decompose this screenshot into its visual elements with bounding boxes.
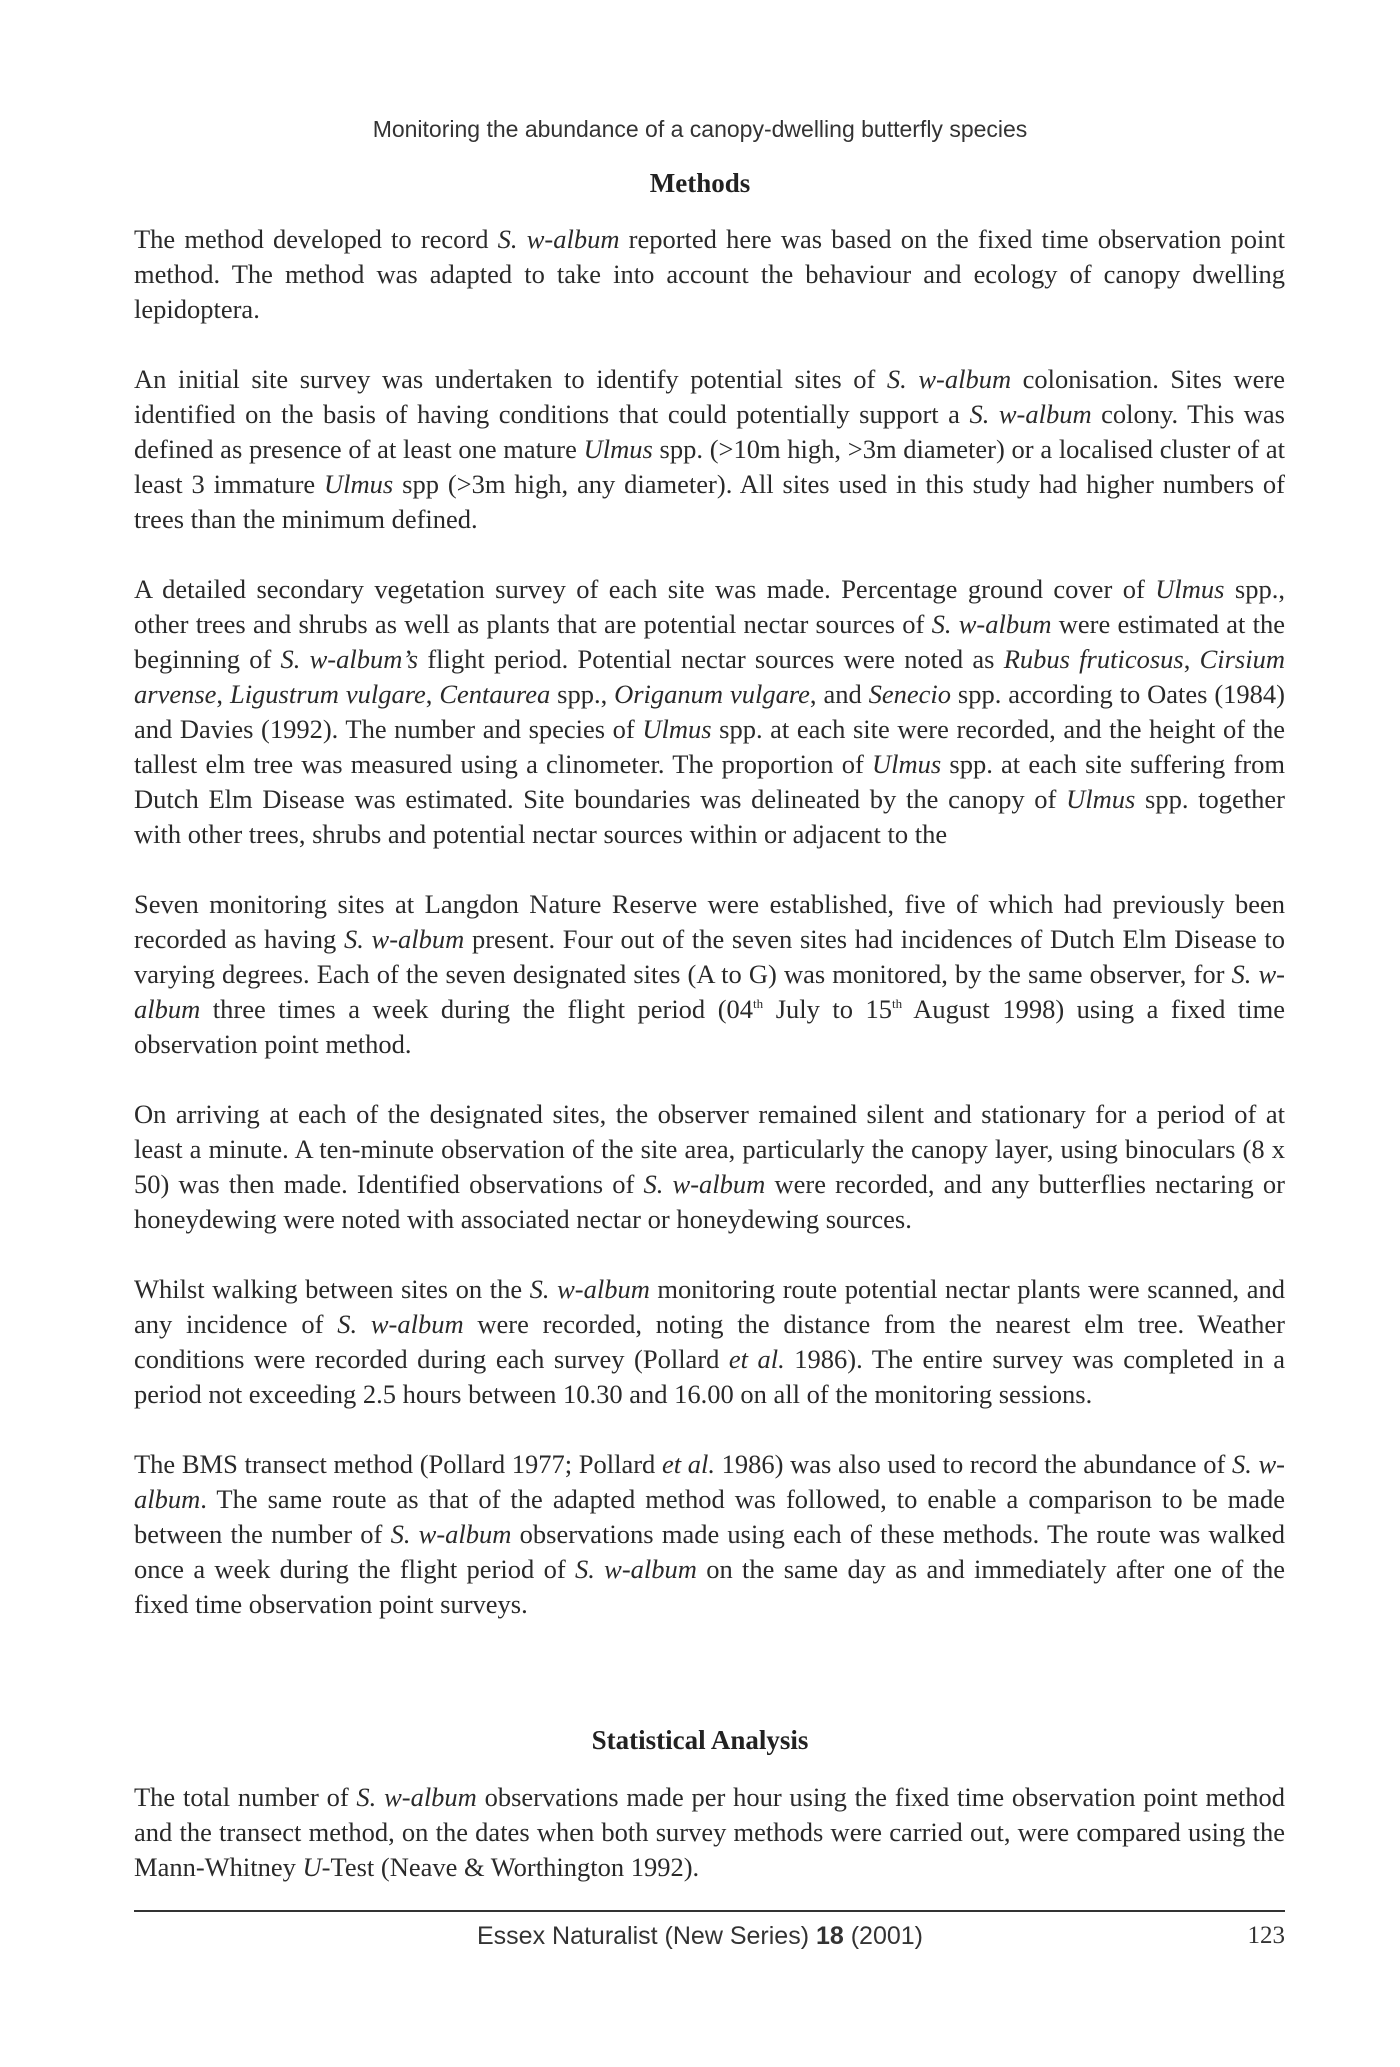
methods-heading: Methods	[649, 168, 751, 198]
journal-footer: Essex Naturalist (New Series) 18 (2001)	[476, 1922, 923, 1950]
statistical-analysis-heading: Statistical Analysis	[591, 1725, 809, 1755]
methods-body	[134, 222, 1285, 1622]
methods-paragraph-2: An initial site survey was undertaken to identify potential sites of S. w-album colonisation. Sites were identified on the basis of having conditions that could potentially support a S. w-album colony. This was defined as presence of at least one mature Ulmus spp. (>10m high, >3m diameter) or a localised cluster of at least 3 immature Ulmus spp (>3m high, any diameter). All sites used in this study had higher numbers of trees than the minimum defined.	[134, 364, 1286, 534]
volume-number: 18	[815, 1922, 844, 1950]
methods-paragraph-5: On arriving at each of the designated sites, the observer remained silent and stationary for a period of at least a minute. A ten-minute observation of the site area, particularly the canopy layer, using binoculars (8 x 50) was then made. Identified observations of S. w-album were recorded, and any butterflies nectaring or honeydewing were noted with associated nectar or honeydewing sources.	[134, 1099, 1285, 1234]
methods-paragraph-1: The method developed to record S. w-album reported here was based on the fixed time observation point method. The method was adapted to take into account the behaviour and ecology of canopy dwelling lepidoptera.	[134, 224, 1286, 324]
methods-paragraph-6: Whilst walking between sites on the S. w-album monitoring route potential nectar plants were scanned, and any incidence of S. w-album were recorded, noting the distance from the nearest elm tree. Weather conditions were recorded during each survey (Pollard et al. 1986). The entire survey was completed in a period not exceeding 2.5 hours between 10.30 and 16.00 on all of the monitoring sessions.	[134, 1274, 1285, 1409]
footer-rule	[134, 1910, 1285, 1912]
methods-paragraph-7: The BMS transect method (Pollard 1977; Pollard et al. 1986) was also used to record the abundance of S. w-album. The same route as that of the adapted method was followed, to enable a comparison to be made between the number of S. w-album observations made using each of these methods. The route was walked once a week during the flight period of S. w-album on the same day as and immediately after one of the fixed time observation point surveys.	[134, 1449, 1286, 1619]
methods-paragraph-3: A detailed secondary vegetation survey of each site was made. Percentage ground cover of Ulmus spp., other trees and shrubs as well as plants that are potential nectar sources of S. w-album were estimated at the beginning of S. w-album’s flight period. Potential nectar sources were noted as Rubus fruticosus, Cirsium arvense, Ligustrum vulgare, Centaurea spp., Origanum vulgare, and Senecio spp. according to Oates (1984) and Davies (1992). The number and species of Ulmus spp. at each site were recorded, and the height of the tallest elm tree was measured using a clinometer. The proportion of Ulmus spp. at each site suffering from Dutch Elm Disease was estimated. Site boundaries was delineated by the canopy of Ulmus spp. together with other trees, shrubs and potential nectar sources within or adjacent to the	[134, 574, 1286, 849]
statistical-analysis-body	[134, 1780, 1285, 1885]
page-number: 123	[1247, 1922, 1285, 1949]
running-head: Monitoring the abundance of a canopy-dwelling butterfly species	[372, 116, 1028, 142]
statistical-analysis-paragraph-1: The total number of S. w-album observations made per hour using the fixed time observation point method and the transect method, on the dates when both survey methods were carried out, were compared using the Mann-Whitney U-Test (Neave & Worthington 1992).	[134, 1782, 1286, 1882]
methods-paragraph-4: Seven monitoring sites at Langdon Nature Reserve were established, five of which had previously been recorded as having S. w-album present. Four out of the seven sites had incidences of Dutch Elm Disease to varying degrees. Each of the seven designated sites (A to G) was monitored, by the same observer, for S. w-album three times a week during the flight period (04th July to 15th August 1998) using a fixed time observation point method.	[134, 889, 1286, 1059]
